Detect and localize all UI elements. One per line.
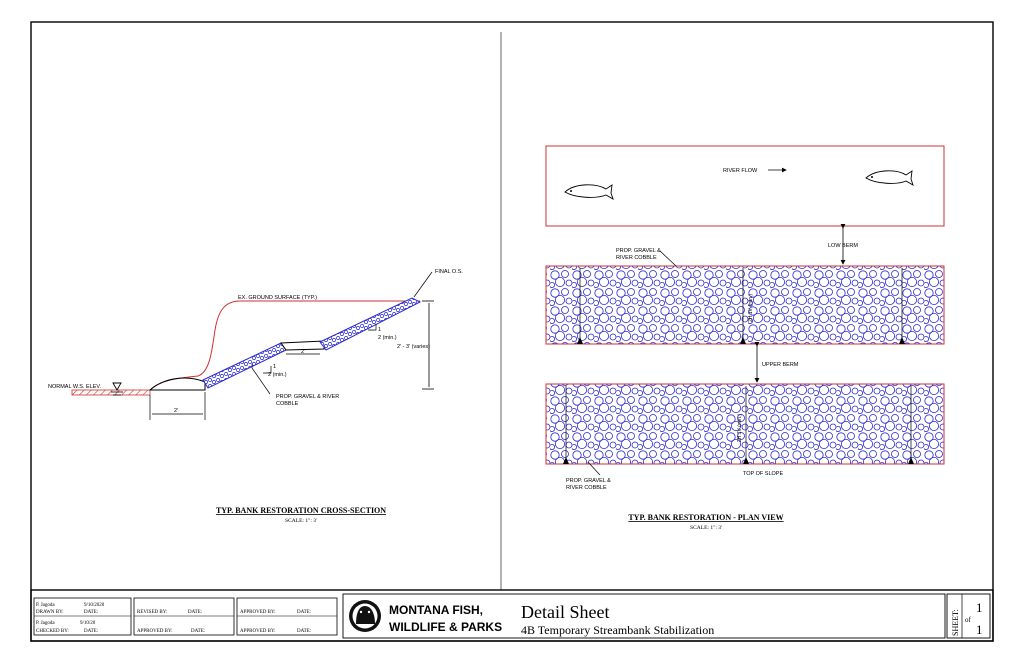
checked-date-label: DATE:: [84, 629, 99, 634]
agency-name-line1: MONTANA FISH,: [389, 603, 483, 617]
dim-height-label: 2' - 3' (varies): [397, 344, 430, 350]
drawn-by-label: DRAWN BY:: [36, 610, 64, 615]
plan-view-drawing: [546, 146, 944, 475]
drawn-date: 9/10/2020: [84, 603, 105, 608]
approved-by-label-3: APPROVED BY:: [240, 629, 276, 634]
slope-ratio-lower: 2H:1V (min.): [737, 413, 743, 442]
label-plan-gravel-upper-line1: PROP. GRAVEL &: [616, 248, 661, 254]
approved-by-label-1: APPROVED BY:: [137, 629, 173, 634]
drawn-date-label: DATE:: [84, 610, 99, 615]
slope-rise-lower: 1: [273, 364, 277, 370]
label-final-os: FINAL O.S.: [435, 269, 463, 275]
sheet-subtitle: 4B Temporary Streambank Stabilization: [521, 623, 715, 637]
river-zone: [546, 146, 944, 226]
approved-date-label-3: DATE:: [297, 629, 312, 634]
label-plan-gravel-upper-line2: RIVER COBBLE: [616, 255, 657, 261]
label-plan-gravel-lower-line1: PROP. GRAVEL &: [566, 478, 611, 484]
low-berm-cobble-area: [546, 266, 944, 344]
label-upper-berm: UPPER BERM: [762, 362, 799, 368]
label-gravel-cobble-line1: PROP. GRAVEL & RIVER: [276, 394, 340, 400]
label-plan-gravel-lower-line2: RIVER COBBLE: [566, 485, 607, 491]
sheet-of: of: [965, 616, 971, 624]
title-block: [31, 590, 993, 641]
revised-by-label: REVISED BY:: [137, 610, 168, 615]
approved-by-label-2: APPROVED BY:: [240, 610, 276, 615]
fwp-logo: [349, 600, 381, 632]
label-river-flow: RIVER FLOW: [723, 168, 758, 174]
fish-icon: [565, 185, 613, 199]
label-top-of-slope: TOP OF SLOPE: [743, 471, 784, 477]
slope-ratio-upper: 2H:1V (min.): [748, 293, 754, 322]
water-level-symbol: [113, 383, 121, 390]
label-ex-ground: EX. GROUND SURFACE (TYP.): [238, 295, 318, 301]
label-low-berm: LOW BERM: [828, 243, 858, 249]
upper-berm-cobble-area: [546, 384, 944, 464]
approved-date-label-2: DATE:: [297, 610, 312, 615]
toe-mound: [150, 378, 205, 390]
checked-name: P. Jagoda: [36, 621, 55, 626]
approved-date-label-1: DATE:: [191, 629, 206, 634]
drawn-name: P. Jagoda: [36, 603, 55, 608]
sheet-label: SHEET:: [951, 609, 960, 636]
water-surface-hatch: [72, 390, 150, 395]
sheet-title: Detail Sheet: [521, 602, 610, 622]
sheet-total: 1: [976, 622, 983, 637]
slope-rise-upper: 1: [378, 327, 382, 333]
dim-bench-label: 2': [301, 349, 306, 355]
dim-toe-label: 2': [174, 408, 179, 414]
fish-icon: [866, 171, 913, 185]
slope-run-lower: 2 (min.): [268, 372, 287, 378]
sheet-number: 1: [976, 600, 983, 615]
cross-section-scale: SCALE: 1": 3': [285, 518, 317, 524]
label-gravel-cobble-line2: COBBLE: [276, 401, 299, 407]
agency-name-line2: WILDLIFE & PARKS: [389, 620, 503, 634]
cross-section-title: TYP. BANK RESTORATION CROSS-SECTION: [215, 506, 387, 515]
plan-view-title: TYP. BANK RESTORATION - PLAN VIEW: [628, 513, 784, 522]
label-normal-ws: NORMAL W.S. ELEV.: [48, 384, 102, 390]
upper-cobble-slope: [320, 298, 420, 350]
slope-run-upper: 2 (min.): [378, 335, 397, 341]
checked-date: 9/10/20: [80, 621, 96, 626]
checked-by-label: CHECKED BY:: [36, 629, 69, 634]
revised-date-label: DATE:: [188, 610, 203, 615]
plan-view-scale: SCALE: 1": 3': [690, 525, 722, 531]
